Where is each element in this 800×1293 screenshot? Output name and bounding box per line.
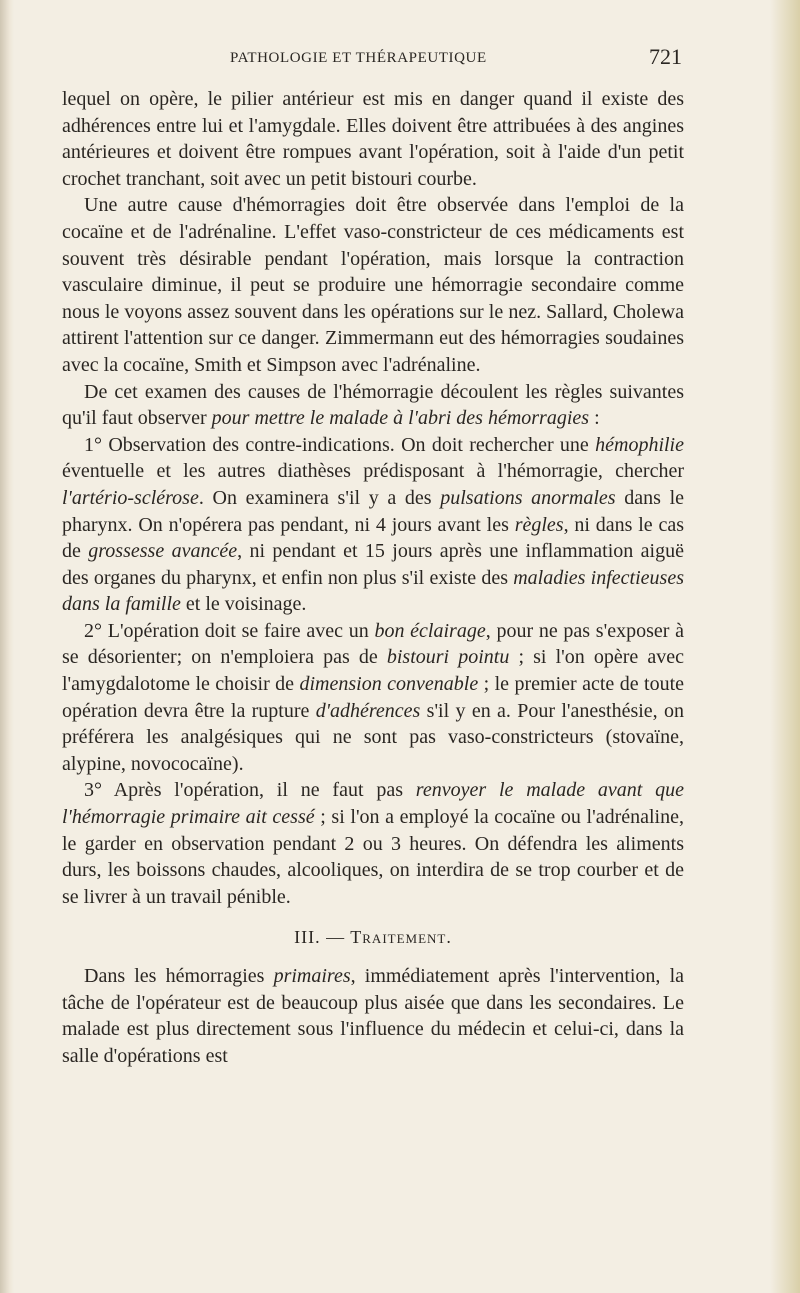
- paragraph-rule-1: 1° Observation des contre-indications. On doit rechercher une hémophilie éventuelle et les autres diathèses prédisposant à l'hémorragie, chercher l'artério-sclérose. On examinera s'il y a des pulsations anormales dans le pharynx. On n'opérera pas pendant, ni 4 jours avant les règles, ni dans le cas de grossesse avancée, ni pendant et 15 jours après une inflammation aiguë des organes du pharynx, et enfin non plus s'il existe des maladies infectieuses dans la famille et le voisinage.: [62, 433, 685, 616]
- emphasis: grossesse avancée: [88, 540, 238, 563]
- paragraph-treatment: Dans les hémorragies primaires, immédiatement après l'intervention, la tâche de l'opérateur est de beaucoup plus aisée que dans les secondaires. Le malade est plus directement sous l'influence du médecin et celui-ci, dans la salle d'opérations est: [62, 965, 684, 1067]
- paragraph-rule-2: 2° L'opération doit se faire avec un bon éclairage, pour ne pas s'exposer à se désorienter; on n'emploiera pas de bistouri pointu ; si l'on opère avec l'amygdalotome le choisir de dimension convenable ; le premier acte de toute opération devra être la rupture d'adhérences s'il y en a. Pour l'anesthésie, on préférera les analgésiques qui ne sont pas vaso-constricteurs (stovaïne, alypine, novococaïne).: [62, 619, 685, 775]
- emphasis: l'artério-sclérose: [62, 486, 199, 509]
- page-header: [62, 44, 682, 74]
- paragraph-continuation: lequel on opère, le pilier antérieur est mis en danger quand il existe des adhérences entre lui et l'amygdale. Elles doivent être attribuées à des angines antérieures et doivent être rompues avant l'opération, soit à l'aide d'un petit crochet tranchant, soit avec un petit bistouri courbe.: [62, 88, 684, 190]
- emphasis: bistouri pointu: [386, 646, 510, 669]
- emphasis: d'adhérences: [315, 699, 421, 722]
- emphasis: bon éclairage: [374, 619, 486, 642]
- body-text: [62, 86, 684, 1069]
- paragraph-rules-intro: De cet examen des causes de l'hémorragie découlent les règles suivantes qu'il faut observer pour mettre le malade à l'abri des hémorragies :: [62, 380, 684, 430]
- page-number: 721: [649, 44, 682, 69]
- emphasis: maladies infectieuses dans la famille: [62, 566, 684, 616]
- emphasis: règles: [514, 513, 564, 536]
- emphasis: renvoyer le malade avant que l'hémorragie primaire ait cessé: [62, 779, 685, 829]
- emphasis: dimension convenable: [299, 673, 479, 696]
- emphasis: hémophilie: [595, 433, 684, 456]
- emphasis: pulsations anormales: [440, 486, 616, 509]
- emphasis: primaires: [273, 965, 351, 987]
- running-head: PATHOLOGIE ET THÉRAPEUTIQUE: [230, 50, 487, 66]
- page-gutter-shadow: [0, 0, 14, 1293]
- paragraph-cocaine-adrenaline: Une autre cause d'hémorragies doit être observée dans l'emploi de la cocaïne et de l'adrénaline. L'effet vaso-constricteur de ces médicaments est souvent très désirable pendant l'opération, mais lorsque la contraction vasculaire diminue, il peut se produire une hémorragie secondaire comme nous le voyons assez souvent dans les opérations sur le nez. Sallard, Cholewa attirent l'attention sur ce danger. Zimmermann eut des hémorragies soudaines avec la cocaïne, Smith et Simpson avec l'adrénaline.: [62, 194, 684, 376]
- page-edge-shadow: [770, 0, 800, 1293]
- paragraph-rule-3: 3° Après l'opération, il ne faut pas renvoyer le malade avant que l'hémorragie primaire ait cessé ; si l'on a employé la cocaïne ou l'adrénaline, le garder en observation pendant 2 ou 3 heures. On défendra les aliments durs, les boissons chaudes, alcooliques, on interdira de se trop courber et de se livrer à un travail pénible.: [62, 779, 685, 908]
- section-heading: III. — Traitement.: [294, 927, 452, 948]
- emphasis: pour mettre le malade à l'abri des hémorragies: [211, 407, 590, 430]
